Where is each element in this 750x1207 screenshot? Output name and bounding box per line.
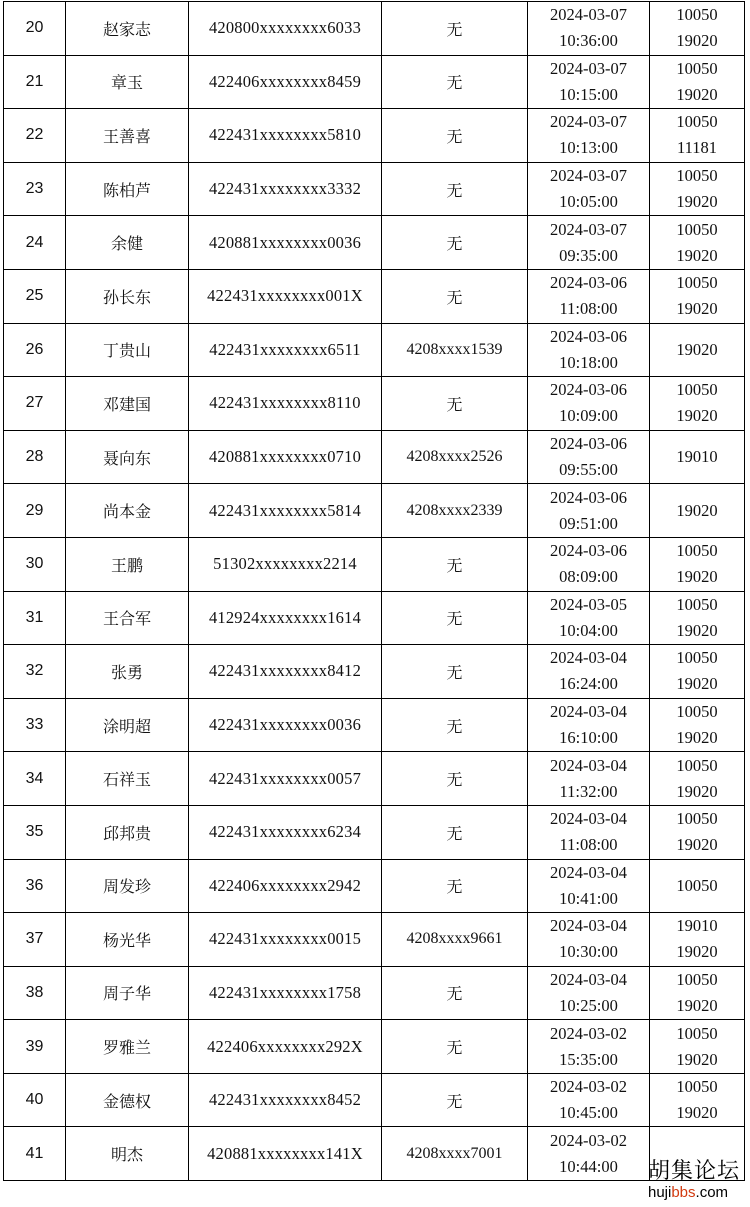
id-number-cell: 422431xxxxxxxx5810	[189, 109, 382, 163]
time-text: 10:18:00	[559, 352, 618, 372]
datetime-cell	[528, 2, 650, 56]
datetime-cell	[528, 913, 650, 967]
table-row	[4, 377, 745, 431]
code-text: 10050	[676, 541, 718, 561]
table-row	[4, 162, 745, 216]
row-index-cell: 31	[4, 591, 66, 645]
id-number-cell: 422406xxxxxxxx2942	[189, 859, 382, 913]
codes-cell	[650, 2, 745, 56]
code-text: 19020	[676, 299, 718, 319]
id-number-cell: 422431xxxxxxxx1758	[189, 966, 382, 1020]
watermark-url-highlight: bbs	[671, 1184, 696, 1201]
code-text: 19020	[676, 500, 718, 520]
time-text: 08:09:00	[559, 567, 618, 587]
records-table	[3, 1, 745, 1181]
datetime-cell	[528, 966, 650, 1020]
codes-cell	[650, 805, 745, 859]
codes-cell	[650, 430, 745, 484]
watermark-url	[648, 1184, 740, 1201]
time-text: 10:13:00	[559, 138, 618, 158]
codes-cell	[650, 269, 745, 323]
code-text: 10050	[676, 809, 718, 829]
codes-cell	[650, 216, 745, 270]
id-number-cell: 422431xxxxxxxx8412	[189, 645, 382, 699]
date-text: 2024-03-06	[550, 273, 627, 293]
code-text: 10050	[676, 112, 718, 132]
datetime-cell	[528, 752, 650, 806]
watermark-site-name: 胡集论坛	[647, 1159, 740, 1184]
date-text: 2024-03-07	[550, 112, 627, 132]
date-text: 2024-03-06	[550, 487, 627, 507]
row-index-cell: 20	[4, 2, 66, 56]
id-number-cell: 420881xxxxxxxx141X	[189, 1127, 382, 1181]
table-row	[4, 2, 745, 56]
phone-cell: 4208xxxx2526	[382, 430, 528, 484]
name-cell: 罗雅兰	[66, 1020, 189, 1074]
code-text: 19020	[676, 835, 718, 855]
table-row	[4, 269, 745, 323]
row-index-cell: 21	[4, 55, 66, 109]
date-text: 2024-03-07	[550, 58, 627, 78]
name-cell: 周发珍	[66, 859, 189, 913]
codes-cell	[650, 913, 745, 967]
id-number-cell: 422431xxxxxxxx5814	[189, 484, 382, 538]
datetime-cell	[528, 698, 650, 752]
id-number-cell: 51302xxxxxxxx2214	[189, 537, 382, 591]
code-text: 19020	[676, 339, 718, 359]
table-row	[4, 645, 745, 699]
codes-cell	[650, 377, 745, 431]
date-text: 2024-03-04	[550, 862, 627, 882]
id-number-cell: 422431xxxxxxxx0015	[189, 913, 382, 967]
table-row	[4, 323, 745, 377]
codes-cell	[650, 323, 745, 377]
row-index-cell: 26	[4, 323, 66, 377]
code-text: 10050	[676, 219, 718, 239]
codes-cell	[650, 1073, 745, 1127]
time-text: 09:55:00	[559, 460, 618, 480]
row-index-cell: 30	[4, 537, 66, 591]
phone-cell: 无	[382, 645, 528, 699]
table-row	[4, 1020, 745, 1074]
id-number-cell: 420881xxxxxxxx0710	[189, 430, 382, 484]
name-cell: 王合军	[66, 591, 189, 645]
datetime-cell	[528, 430, 650, 484]
phone-cell: 无	[382, 216, 528, 270]
datetime-cell	[528, 1020, 650, 1074]
datetime-cell	[528, 537, 650, 591]
code-text: 10050	[676, 1077, 718, 1097]
code-text: 19020	[676, 1103, 718, 1123]
datetime-cell	[528, 377, 650, 431]
code-text: 10050	[676, 702, 718, 722]
code-text: 11181	[676, 138, 718, 158]
row-index-cell: 22	[4, 109, 66, 163]
code-text: 10050	[676, 166, 718, 186]
name-cell: 周子华	[66, 966, 189, 1020]
time-text: 11:08:00	[559, 299, 618, 319]
table-row	[4, 55, 745, 109]
date-text: 2024-03-04	[550, 969, 627, 989]
phone-cell: 4208xxxx2339	[382, 484, 528, 538]
codes-cell	[650, 484, 745, 538]
code-text: 10050	[676, 273, 718, 293]
code-text: 10050	[676, 380, 718, 400]
codes-cell	[650, 591, 745, 645]
phone-cell: 无	[382, 109, 528, 163]
phone-cell: 4208xxxx7001	[382, 1127, 528, 1181]
date-text: 2024-03-02	[550, 1077, 627, 1097]
time-text: 11:08:00	[559, 835, 618, 855]
table-row	[4, 913, 745, 967]
datetime-cell	[528, 323, 650, 377]
name-cell: 王善喜	[66, 109, 189, 163]
datetime-cell	[528, 591, 650, 645]
date-text: 2024-03-07	[550, 166, 627, 186]
code-text: 10050	[676, 58, 718, 78]
date-text: 2024-03-04	[550, 755, 627, 775]
name-cell: 章玉	[66, 55, 189, 109]
datetime-cell	[528, 55, 650, 109]
time-text: 09:51:00	[559, 513, 618, 533]
date-text: 2024-03-02	[550, 1130, 627, 1150]
code-text: 19020	[676, 245, 718, 265]
code-text: 10050	[676, 755, 718, 775]
id-number-cell: 422431xxxxxxxx6234	[189, 805, 382, 859]
table-row	[4, 1127, 745, 1181]
time-text: 10:45:00	[559, 1103, 618, 1123]
row-index-cell: 33	[4, 698, 66, 752]
code-text: 19010	[676, 916, 718, 936]
codes-cell	[650, 859, 745, 913]
codes-cell	[650, 55, 745, 109]
table-row	[4, 752, 745, 806]
name-cell: 丁贵山	[66, 323, 189, 377]
code-text: 19020	[676, 84, 718, 104]
id-number-cell: 422431xxxxxxxx3332	[189, 162, 382, 216]
time-text: 10:36:00	[559, 31, 618, 51]
code-text: 10050	[676, 5, 718, 25]
row-index-cell: 41	[4, 1127, 66, 1181]
datetime-cell	[528, 805, 650, 859]
code-text: 10050	[676, 648, 718, 668]
date-text: 2024-03-06	[550, 434, 627, 454]
name-cell: 杨光华	[66, 913, 189, 967]
phone-cell: 无	[382, 859, 528, 913]
phone-cell: 无	[382, 269, 528, 323]
datetime-cell	[528, 484, 650, 538]
phone-cell: 无	[382, 377, 528, 431]
watermark-url-prefix: huji	[647, 1184, 672, 1201]
time-text: 10:04:00	[559, 620, 618, 640]
row-index-cell: 37	[4, 913, 66, 967]
row-index-cell: 36	[4, 859, 66, 913]
date-text: 2024-03-04	[550, 648, 627, 668]
table-row	[4, 698, 745, 752]
code-text: 10050	[676, 1023, 718, 1043]
name-cell: 邓建国	[66, 377, 189, 431]
row-index-cell: 25	[4, 269, 66, 323]
code-text: 19020	[676, 1049, 718, 1069]
id-number-cell: 420800xxxxxxxx6033	[189, 2, 382, 56]
phone-cell: 4208xxxx9661	[382, 913, 528, 967]
row-index-cell: 24	[4, 216, 66, 270]
records-table-body	[4, 2, 745, 1181]
codes-cell	[650, 162, 745, 216]
table-row	[4, 805, 745, 859]
code-text: 10050	[676, 969, 718, 989]
name-cell: 明杰	[66, 1127, 189, 1181]
row-index-cell: 27	[4, 377, 66, 431]
row-index-cell: 39	[4, 1020, 66, 1074]
code-text: 19020	[676, 995, 718, 1015]
code-text: 10050	[676, 594, 718, 614]
name-cell: 聂向东	[66, 430, 189, 484]
name-cell: 石祥玉	[66, 752, 189, 806]
row-index-cell: 34	[4, 752, 66, 806]
name-cell: 余健	[66, 216, 189, 270]
date-text: 2024-03-07	[550, 5, 627, 25]
id-number-cell: 422431xxxxxxxx0036	[189, 698, 382, 752]
time-text: 10:44:00	[559, 1156, 618, 1176]
code-text: 19020	[676, 674, 718, 694]
datetime-cell	[528, 859, 650, 913]
date-text: 2024-03-07	[550, 219, 627, 239]
time-text: 16:10:00	[559, 728, 618, 748]
id-number-cell: 412924xxxxxxxx1614	[189, 591, 382, 645]
date-text: 2024-03-06	[550, 326, 627, 346]
row-index-cell: 40	[4, 1073, 66, 1127]
site-watermark	[648, 1154, 740, 1201]
code-text: 19020	[676, 781, 718, 801]
date-text: 2024-03-04	[550, 809, 627, 829]
datetime-cell	[528, 216, 650, 270]
time-text: 16:24:00	[559, 674, 618, 694]
phone-cell: 无	[382, 2, 528, 56]
id-number-cell: 422406xxxxxxxx8459	[189, 55, 382, 109]
code-text: 19020	[676, 728, 718, 748]
time-text: 10:05:00	[559, 192, 618, 212]
date-text: 2024-03-05	[550, 594, 627, 614]
codes-cell	[650, 698, 745, 752]
watermark-url-suffix: .com	[695, 1184, 729, 1201]
row-index-cell: 29	[4, 484, 66, 538]
code-text: 19020	[676, 192, 718, 212]
datetime-cell	[528, 109, 650, 163]
date-text: 2024-03-04	[550, 702, 627, 722]
name-cell: 陈柏芦	[66, 162, 189, 216]
row-index-cell: 23	[4, 162, 66, 216]
time-text: 15:35:00	[559, 1049, 618, 1069]
codes-cell	[650, 537, 745, 591]
phone-cell: 无	[382, 752, 528, 806]
name-cell: 金德权	[66, 1073, 189, 1127]
code-text: 19020	[676, 567, 718, 587]
date-text: 2024-03-06	[550, 380, 627, 400]
phone-cell: 无	[382, 1073, 528, 1127]
name-cell: 邱邦贵	[66, 805, 189, 859]
phone-cell: 无	[382, 805, 528, 859]
time-text: 10:15:00	[559, 84, 618, 104]
codes-cell	[650, 645, 745, 699]
table-row	[4, 216, 745, 270]
phone-cell: 无	[382, 162, 528, 216]
time-text: 10:25:00	[559, 995, 618, 1015]
name-cell: 孙长东	[66, 269, 189, 323]
phone-cell: 无	[382, 966, 528, 1020]
datetime-cell	[528, 162, 650, 216]
phone-cell: 无	[382, 55, 528, 109]
codes-cell	[650, 966, 745, 1020]
codes-cell	[650, 109, 745, 163]
datetime-cell	[528, 1073, 650, 1127]
id-number-cell: 422431xxxxxxxx8452	[189, 1073, 382, 1127]
date-text: 2024-03-02	[550, 1023, 627, 1043]
id-number-cell: 422406xxxxxxxx292X	[189, 1020, 382, 1074]
row-index-cell: 38	[4, 966, 66, 1020]
code-text: 19010	[676, 447, 718, 467]
code-text: 19020	[676, 942, 718, 962]
row-index-cell: 35	[4, 805, 66, 859]
table-row	[4, 966, 745, 1020]
name-cell: 赵家志	[66, 2, 189, 56]
table-row	[4, 109, 745, 163]
code-text: 10050	[676, 875, 718, 895]
datetime-cell	[528, 1127, 650, 1181]
date-text: 2024-03-06	[550, 541, 627, 561]
phone-cell: 4208xxxx1539	[382, 323, 528, 377]
name-cell: 涂明超	[66, 698, 189, 752]
row-index-cell: 32	[4, 645, 66, 699]
codes-cell	[650, 752, 745, 806]
time-text: 10:09:00	[559, 406, 618, 426]
time-text: 10:41:00	[559, 888, 618, 908]
row-index-cell: 28	[4, 430, 66, 484]
time-text: 09:35:00	[559, 245, 618, 265]
name-cell: 王鹏	[66, 537, 189, 591]
id-number-cell: 422431xxxxxxxx001X	[189, 269, 382, 323]
codes-cell	[650, 1020, 745, 1074]
table-row	[4, 537, 745, 591]
table-row	[4, 430, 745, 484]
date-text: 2024-03-04	[550, 916, 627, 936]
table-row	[4, 484, 745, 538]
id-number-cell: 420881xxxxxxxx0036	[189, 216, 382, 270]
table-row	[4, 859, 745, 913]
table-row	[4, 591, 745, 645]
datetime-cell	[528, 269, 650, 323]
code-text: 19020	[676, 406, 718, 426]
name-cell: 尚本金	[66, 484, 189, 538]
id-number-cell: 422431xxxxxxxx8110	[189, 377, 382, 431]
id-number-cell: 422431xxxxxxxx6511	[189, 323, 382, 377]
phone-cell: 无	[382, 537, 528, 591]
code-text: 19020	[676, 31, 718, 51]
datetime-cell	[528, 645, 650, 699]
phone-cell: 无	[382, 591, 528, 645]
code-text: 19020	[676, 620, 718, 640]
phone-cell: 无	[382, 1020, 528, 1074]
name-cell: 张勇	[66, 645, 189, 699]
id-number-cell: 422431xxxxxxxx0057	[189, 752, 382, 806]
records-table-wrapper	[3, 1, 745, 1181]
time-text: 10:30:00	[559, 942, 618, 962]
time-text: 11:32:00	[559, 781, 618, 801]
table-row	[4, 1073, 745, 1127]
phone-cell: 无	[382, 698, 528, 752]
